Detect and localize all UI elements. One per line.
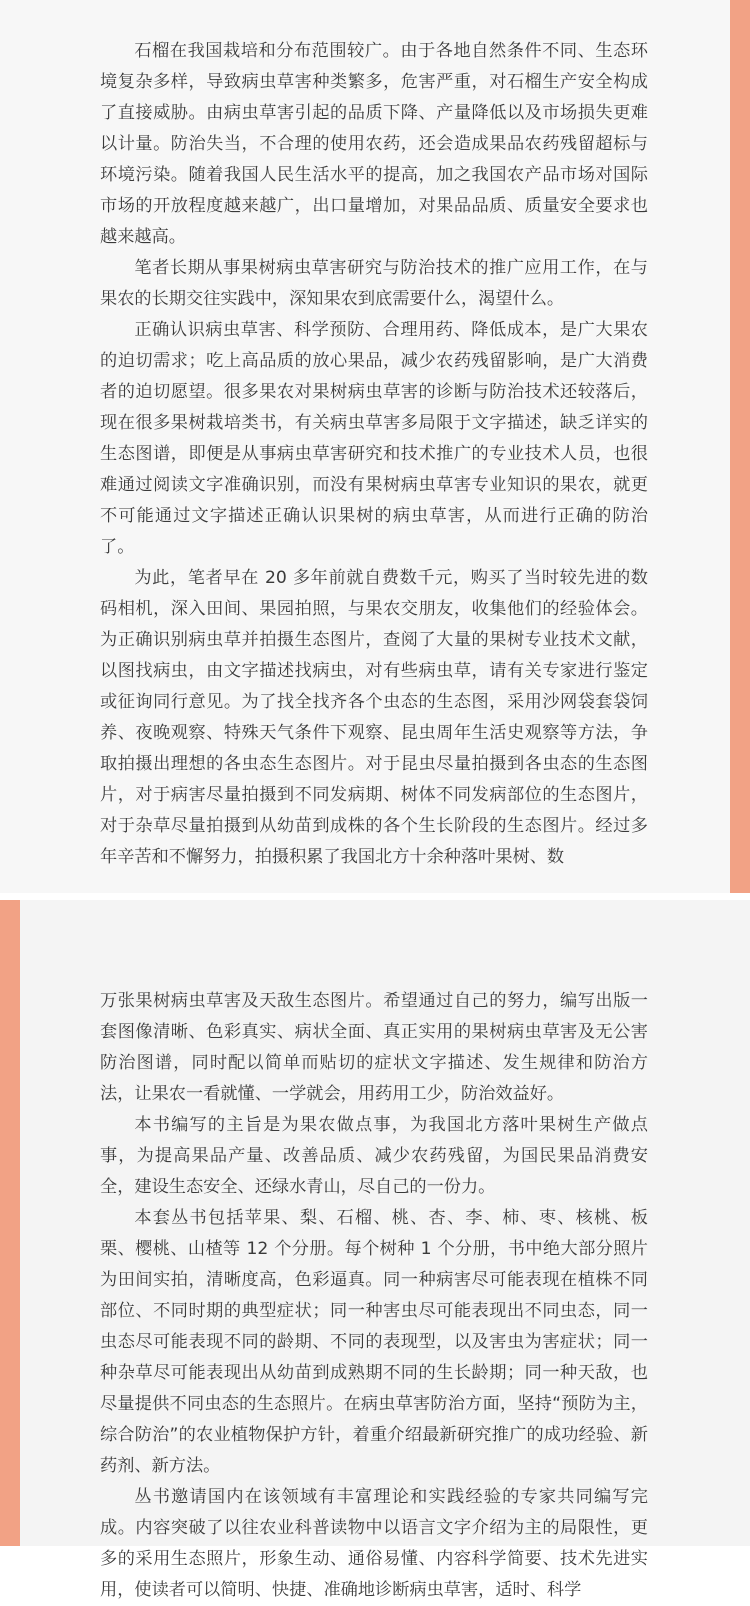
top-page-text (100, 36, 648, 873)
page-edge-left (0, 900, 20, 1546)
paragraph: 正确认识病虫草害、科学预防、合理用药、降低成本，是广大果农的迫切需求；吃上高品质的放心果品，减少农药残留影响，是广大消费者的迫切愿望。很多果农对果树病虫草害的诊断与防治技术还较落后，现在很多果树栽培类书，有关病虫草害多局限于文字描述，缺乏详实的生态图谱，即便是从事病虫草害研究和技术推广的专业技术人员，也很难通过阅读文字准确识别，而没有果树病虫草害专业知识的果农，就更不可能通过文字描述正确认识果树的病虫草害，从而进行正确的防治了。 (100, 320, 648, 557)
paragraph: 为此，笔者早在 20 多年前就自费数千元，购买了当时较先进的数码相机，深入田间、果园拍照，与果农交朋友，收集他们的经验体会。为正确识别病虫草并拍摄生态图片，查阅了大量的果树专业技术文献，以图找病虫，由文字描述找病虫，对有些病虫草，请有关专家进行鉴定或征询同行意见。为了找全找齐各个虫态的生态图，采用沙网袋套袋饲养、夜晚观察、特殊天气条件下观察、昆虫周年生活史观察等方法，争取拍摄出理想的各虫态生态图片。对于昆虫尽量拍摄到各虫态的生态图片，对于病害尽量拍摄到不同发病期、树体不同发病部位的生态图片，对于杂草尽量拍摄到从幼苗到成株的各个生长阶段的生态图片。经过多年辛苦和不懈努力，拍摄积累了我国北方十余种落叶果树、数 (100, 568, 648, 867)
page-edge-right (730, 0, 750, 893)
bottom-page (0, 900, 750, 1600)
paragraph-continued: 万张果树病虫草害及天敌生态图片。希望通过自己的努力，编写出版一套图像清晰、色彩真实、病状全面、真正实用的果树病虫草害及无公害防治图谱，同时配以简单而贴切的症状文字描述、发生规律和防治方法，让果农一看就懂、一学就会，用药用工少，防治效益好。 (100, 991, 648, 1104)
paragraph: 笔者长期从事果树病虫草害研究与防治技术的推广应用工作，在与果农的长期交往实践中，深知果农到底需要什么，渴望什么。 (100, 258, 648, 309)
paragraph: 丛书邀请国内在该领域有丰富理论和实践经验的专家共同编写完成。内容突破了以往农业科普读物中以语言文字介绍为主的局限性，更多的采用生态照片，形象生动、通俗易懂、内容科学简要、技术先进实用，使读者可以简明、快捷、准确地诊断病虫草害，适时、科学 (100, 1487, 648, 1600)
page-divider (0, 893, 750, 900)
paragraph: 石榴在我国栽培和分布范围较广。由于各地自然条件不同、生态环境复杂多样，导致病虫草害种类繁多，危害严重，对石榴生产安全构成了直接威胁。由病虫草害引起的品质下降、产量降低以及市场损失更难以计量。防治失当，不合理的使用农药，还会造成果品农药残留超标与环境污染。随着我国人民生活水平的提高，加之我国农产品市场对国际市场的开放程度越来越广，出口量增加，对果品品质、质量安全要求也越来越高。 (100, 41, 648, 247)
paragraph: 本书编写的主旨是为果农做点事，为我国北方落叶果树生产做点事，为提高果品产量、改善品质、减少农药残留，为国民果品消费安全，建设生态安全、还绿水青山，尽自己的一份力。 (100, 1115, 648, 1197)
paragraph: 本套丛书包括苹果、梨、石榴、桃、杏、李、柿、枣、核桃、板栗、樱桃、山楂等 12 个分册。每个树种 1 个分册，书中绝大部分照片为田间实拍，清晰度高，色彩逼真。同一种病害尽可能表现在植株不同部位、不同时期的典型症状；同一种害虫尽可能表现出不同虫态，同一虫态尽可能表现不同的龄期、不同的表现型，以及害虫为害症状；同一种杂草尽可能表现出从幼苗到成熟期不同的生长龄期；同一种天敌，也尽量提供不同虫态的生态照片。在病虫草害防治方面，坚持“预防为主，综合防治”的农业植物保护方针，着重介绍最新研究推广的成功经验、新药剂、新方法。 (100, 1208, 648, 1476)
bottom-page-text (100, 986, 648, 1606)
